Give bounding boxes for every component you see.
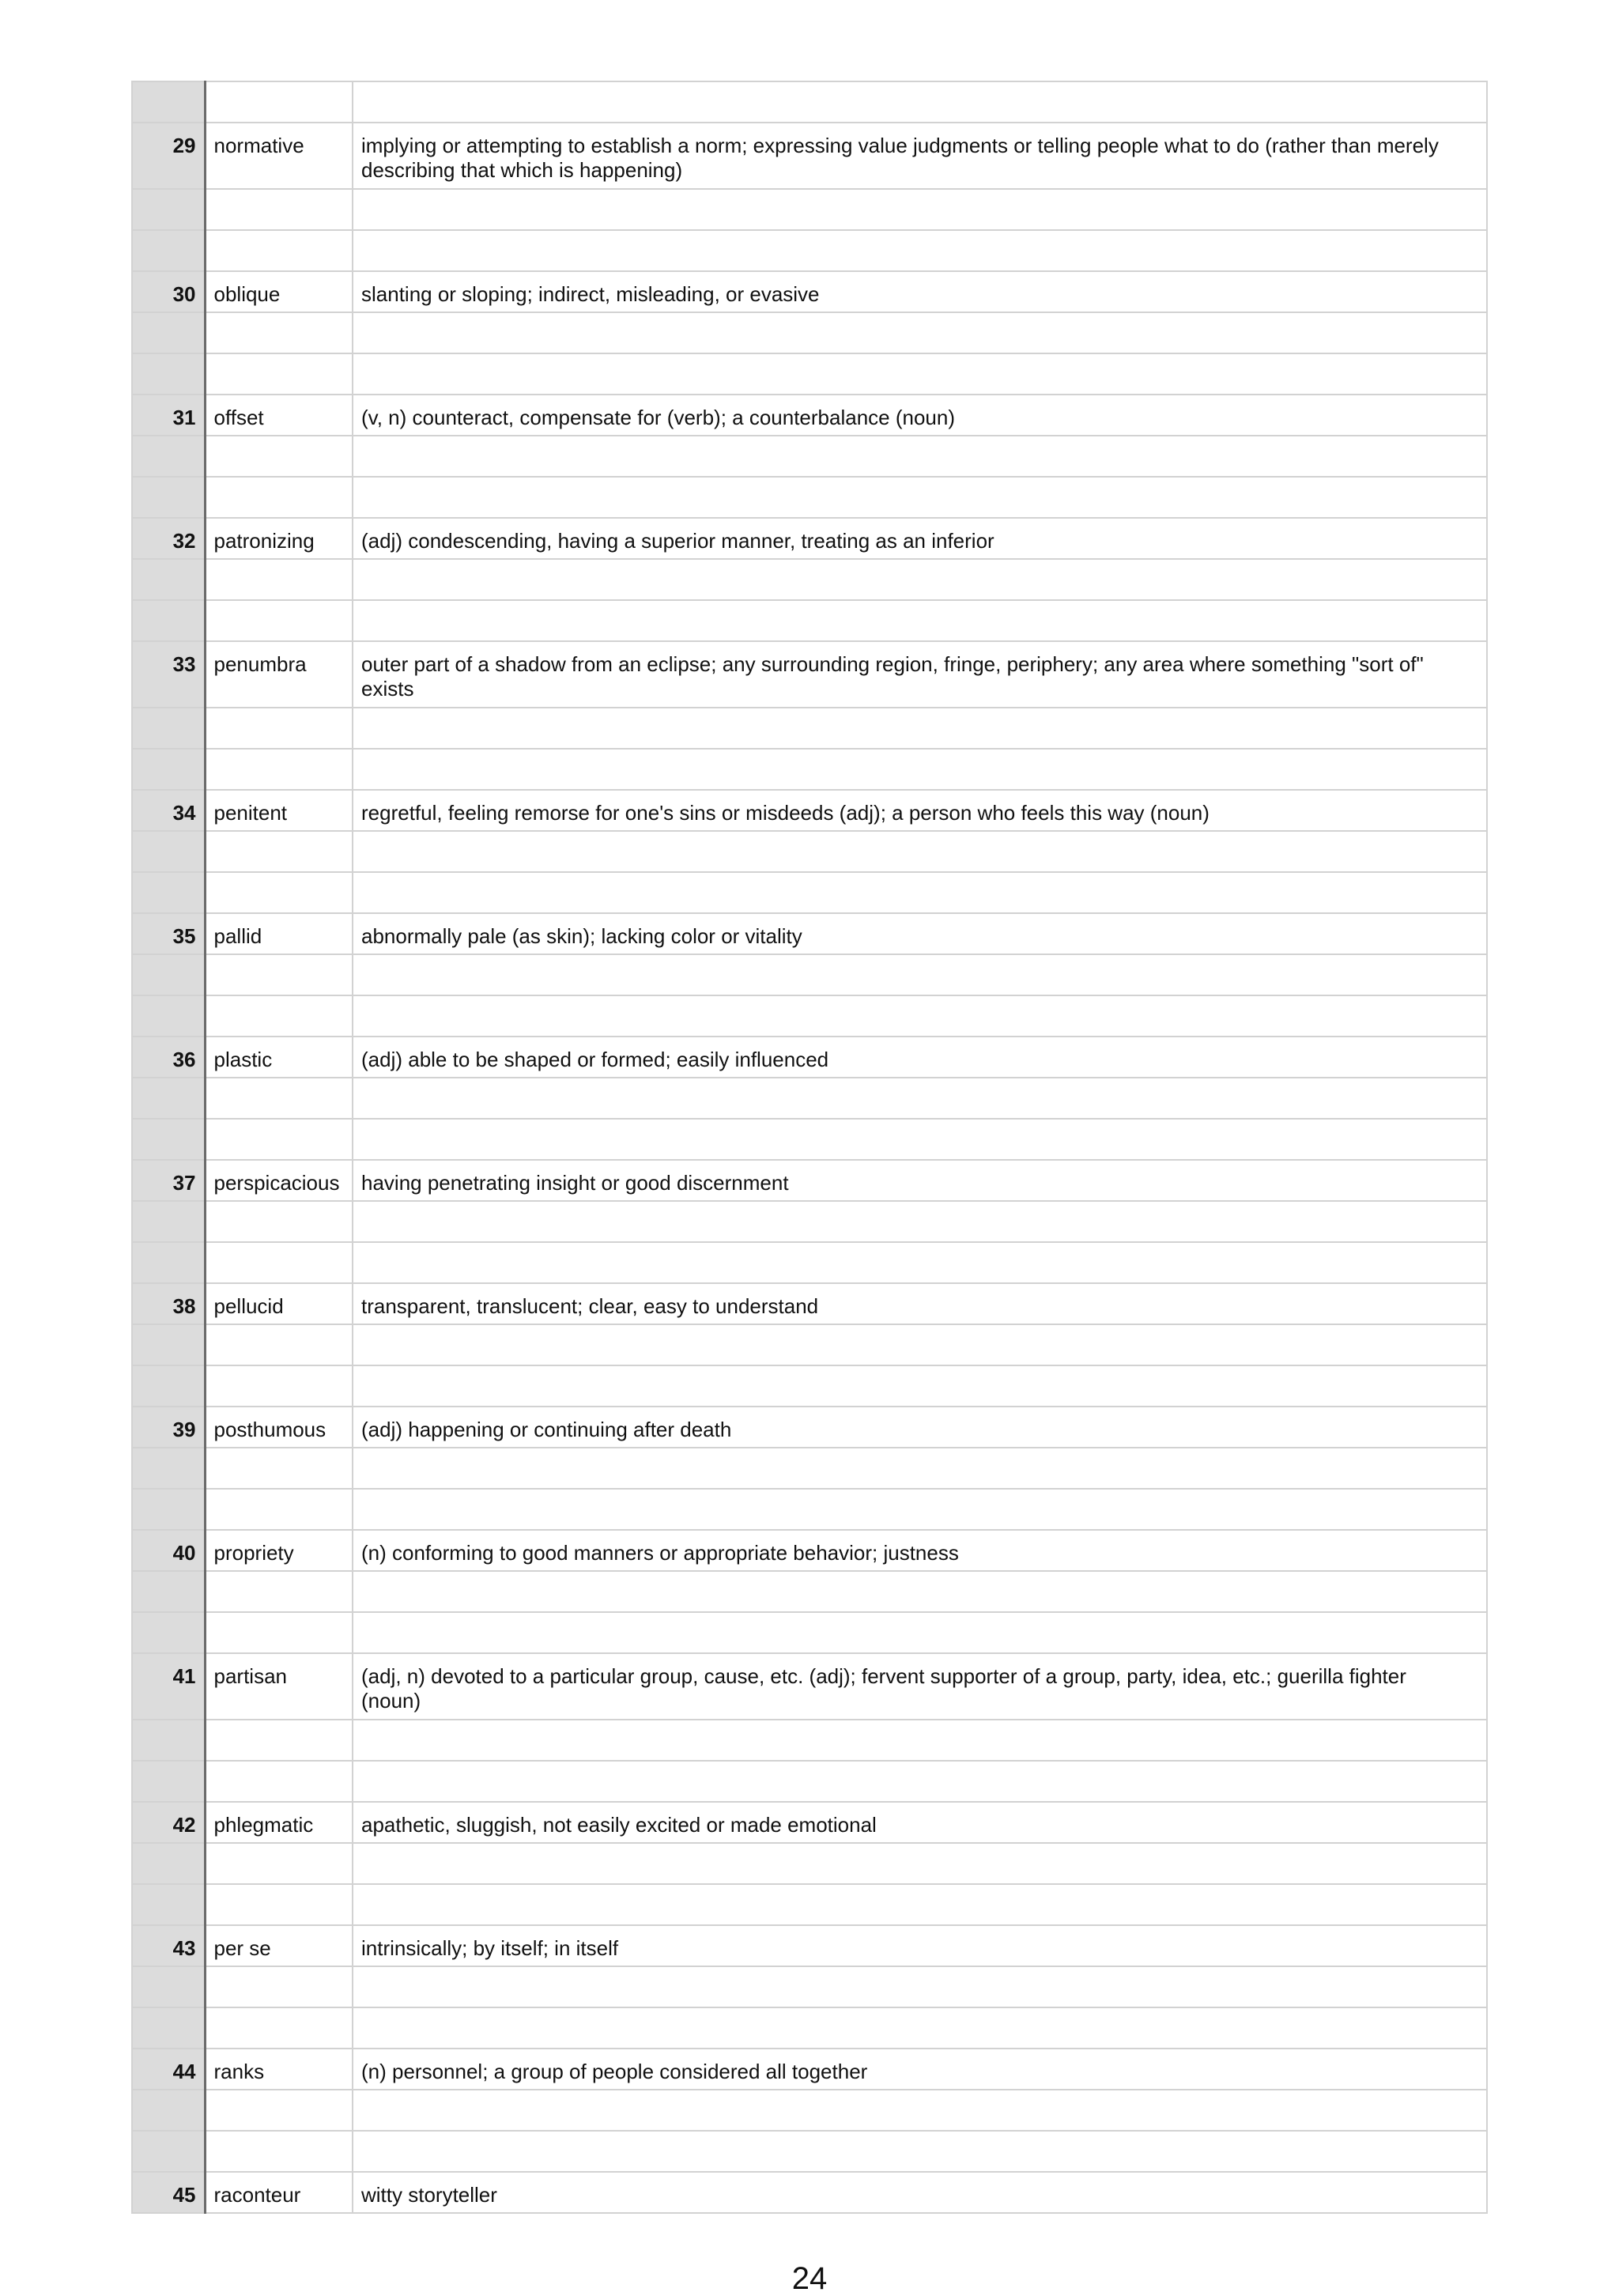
term-cell: penitent <box>205 790 353 831</box>
term-cell <box>205 1242 353 1283</box>
table-row-blank <box>132 1242 1487 1283</box>
term-cell <box>205 2090 353 2131</box>
row-number-cell: 41 <box>132 1653 205 1720</box>
term-cell: penumbra <box>205 641 353 708</box>
definition-cell: (v, n) counteract, compensate for (verb); a counterbalance (noun) <box>353 395 1487 436</box>
term-cell <box>205 2131 353 2172</box>
row-number-cell <box>132 1843 205 1884</box>
term-cell: propriety <box>205 1530 353 1571</box>
term-cell <box>205 872 353 913</box>
definition-cell <box>353 1489 1487 1530</box>
definition-cell <box>353 831 1487 872</box>
row-number-cell: 34 <box>132 790 205 831</box>
table-row-blank <box>132 1966 1487 2007</box>
definition-cell <box>353 1365 1487 1407</box>
term-cell <box>205 312 353 353</box>
term-cell <box>205 353 353 395</box>
term-cell <box>205 436 353 477</box>
row-number-cell <box>132 1242 205 1283</box>
table-row-term-36 <box>132 1037 1487 1078</box>
row-number-cell <box>132 831 205 872</box>
row-number-cell <box>132 1612 205 1653</box>
term-cell <box>205 1201 353 1242</box>
row-number-cell: 29 <box>132 123 205 189</box>
row-number-cell <box>132 1884 205 1925</box>
term-cell <box>205 1720 353 1761</box>
table-row-term-40 <box>132 1530 1487 1571</box>
table-row-blank <box>132 1612 1487 1653</box>
row-number-cell <box>132 1448 205 1489</box>
term-cell <box>205 600 353 641</box>
definition-cell <box>353 189 1487 230</box>
row-number-cell <box>132 1571 205 1612</box>
term-cell: offset <box>205 395 353 436</box>
table-row-term-39 <box>132 1407 1487 1448</box>
table-row-blank <box>132 872 1487 913</box>
definition-cell: having penetrating insight or good discernment <box>353 1160 1487 1201</box>
definition-cell: outer part of a shadow from an eclipse; any surrounding region, fringe, periphery; any area where something "sort of" exists <box>353 641 1487 708</box>
table-row-blank <box>132 1720 1487 1761</box>
table-row-blank <box>132 1761 1487 1802</box>
term-cell: perspicacious <box>205 1160 353 1201</box>
row-number-cell: 38 <box>132 1283 205 1324</box>
row-number-cell <box>132 2131 205 2172</box>
definition-cell <box>353 708 1487 749</box>
table-row-blank <box>132 559 1487 600</box>
definition-cell <box>353 1720 1487 1761</box>
row-number-cell <box>132 954 205 995</box>
table-row-blank <box>132 749 1487 790</box>
table-row-blank <box>132 1078 1487 1119</box>
definition-cell <box>353 559 1487 600</box>
definition-cell <box>353 1761 1487 1802</box>
definition-cell <box>353 1448 1487 1489</box>
table-row-blank <box>132 436 1487 477</box>
row-number-cell <box>132 1324 205 1365</box>
term-cell: pallid <box>205 913 353 954</box>
term-cell: patronizing <box>205 518 353 559</box>
table-row-blank <box>132 1571 1487 1612</box>
table-row-term-33 <box>132 641 1487 708</box>
row-number-cell <box>132 436 205 477</box>
row-number-cell <box>132 2090 205 2131</box>
definition-cell <box>353 353 1487 395</box>
term-cell: posthumous <box>205 1407 353 1448</box>
page-number: 24 <box>791 2261 828 2296</box>
row-number-cell: 44 <box>132 2049 205 2090</box>
table-row-term-43 <box>132 1925 1487 1966</box>
term-cell <box>205 1612 353 1653</box>
definition-cell <box>353 954 1487 995</box>
row-number-cell: 40 <box>132 1530 205 1571</box>
definition-cell <box>353 995 1487 1037</box>
row-number-cell <box>132 708 205 749</box>
row-number-cell <box>132 995 205 1037</box>
definition-cell <box>353 312 1487 353</box>
term-cell <box>205 1489 353 1530</box>
definition-cell <box>353 2007 1487 2049</box>
term-cell <box>205 1966 353 2007</box>
row-number-cell <box>132 1119 205 1160</box>
definition-cell <box>353 1571 1487 1612</box>
definition-cell: implying or attempting to establish a norm; expressing value judgments or telling people what to do (rather than merely describing that which is happening) <box>353 123 1487 189</box>
term-cell: plastic <box>205 1037 353 1078</box>
row-number-cell: 35 <box>132 913 205 954</box>
definition-cell: apathetic, sluggish, not easily excited or made emotional <box>353 1802 1487 1843</box>
definition-cell <box>353 81 1487 123</box>
definition-cell <box>353 2131 1487 2172</box>
row-number-cell <box>132 1365 205 1407</box>
definition-cell: abnormally pale (as skin); lacking color or vitality <box>353 913 1487 954</box>
table-row-blank <box>132 954 1487 995</box>
row-number-cell: 32 <box>132 518 205 559</box>
definition-cell <box>353 436 1487 477</box>
table-row-blank <box>132 1448 1487 1489</box>
definition-cell: witty storyteller <box>353 2172 1487 2213</box>
table-row-term-31 <box>132 395 1487 436</box>
definition-cell: (adj, n) devoted to a particular group, cause, etc. (adj); fervent supporter of a group, party, idea, etc.; guerilla fighter (noun) <box>353 1653 1487 1720</box>
row-number-cell <box>132 189 205 230</box>
row-number-cell: 42 <box>132 1802 205 1843</box>
row-number-cell <box>132 600 205 641</box>
term-cell <box>205 1884 353 1925</box>
term-cell <box>205 1843 353 1884</box>
table-row-blank <box>132 1119 1487 1160</box>
definition-cell <box>353 477 1487 518</box>
table-row-term-30 <box>132 271 1487 312</box>
vocabulary-table <box>131 81 1488 2214</box>
term-cell <box>205 2007 353 2049</box>
row-number-cell <box>132 312 205 353</box>
term-cell <box>205 1761 353 1802</box>
definition-cell: regretful, feeling remorse for one's sins or misdeeds (adj); a person who feels this way (noun) <box>353 790 1487 831</box>
definition-cell <box>353 1119 1487 1160</box>
table-row-blank <box>132 995 1487 1037</box>
row-number-cell: 37 <box>132 1160 205 1201</box>
term-cell: partisan <box>205 1653 353 1720</box>
term-cell <box>205 995 353 1037</box>
table-row-term-35 <box>132 913 1487 954</box>
definition-cell <box>353 230 1487 271</box>
term-cell: pellucid <box>205 1283 353 1324</box>
term-cell <box>205 708 353 749</box>
definition-cell <box>353 1966 1487 2007</box>
row-number-cell <box>132 1201 205 1242</box>
term-cell <box>205 749 353 790</box>
term-cell <box>205 1078 353 1119</box>
row-number-cell: 30 <box>132 271 205 312</box>
definition-cell: (n) conforming to good manners or appropriate behavior; justness <box>353 1530 1487 1571</box>
row-number-cell <box>132 1078 205 1119</box>
table-row-term-37 <box>132 1160 1487 1201</box>
table-row-term-41 <box>132 1653 1487 1720</box>
row-number-cell <box>132 1720 205 1761</box>
term-cell <box>205 81 353 123</box>
table-row-blank <box>132 2007 1487 2049</box>
term-cell <box>205 230 353 271</box>
table-row-blank <box>132 477 1487 518</box>
term-cell <box>205 1448 353 1489</box>
table-row-blank <box>132 1884 1487 1925</box>
table-row-blank <box>132 1324 1487 1365</box>
table-row-term-34 <box>132 790 1487 831</box>
definition-cell <box>353 749 1487 790</box>
table-row-blank <box>132 831 1487 872</box>
definition-cell: (adj) happening or continuing after death <box>353 1407 1487 1448</box>
row-number-cell <box>132 872 205 913</box>
term-cell <box>205 1365 353 1407</box>
table-row-blank <box>132 312 1487 353</box>
row-number-cell <box>132 2007 205 2049</box>
table-row-blank <box>132 81 1487 123</box>
row-number-cell <box>132 1761 205 1802</box>
row-number-cell <box>132 749 205 790</box>
row-number-cell <box>132 1489 205 1530</box>
term-cell <box>205 831 353 872</box>
definition-cell: (adj) able to be shaped or formed; easily influenced <box>353 1037 1487 1078</box>
table-row-term-42 <box>132 1802 1487 1843</box>
vocabulary-table-body <box>132 81 1487 2213</box>
row-number-cell <box>132 81 205 123</box>
table-row-blank <box>132 1843 1487 1884</box>
definition-cell <box>353 1884 1487 1925</box>
term-cell: normative <box>205 123 353 189</box>
table-row-term-29 <box>132 123 1487 189</box>
definition-cell: slanting or sloping; indirect, misleading, or evasive <box>353 271 1487 312</box>
table-row-blank <box>132 189 1487 230</box>
term-cell: phlegmatic <box>205 1802 353 1843</box>
row-number-cell <box>132 559 205 600</box>
table-row-blank <box>132 230 1487 271</box>
definition-cell: intrinsically; by itself; in itself <box>353 1925 1487 1966</box>
definition-cell <box>353 600 1487 641</box>
row-number-cell: 31 <box>132 395 205 436</box>
term-cell: oblique <box>205 271 353 312</box>
definition-cell <box>353 1201 1487 1242</box>
row-number-cell: 33 <box>132 641 205 708</box>
definition-cell <box>353 1612 1487 1653</box>
definition-cell <box>353 1078 1487 1119</box>
row-number-cell <box>132 353 205 395</box>
definition-cell: (adj) condescending, having a superior manner, treating as an inferior <box>353 518 1487 559</box>
row-number-cell: 45 <box>132 2172 205 2213</box>
definition-cell <box>353 872 1487 913</box>
row-number-cell <box>132 230 205 271</box>
table-row-blank <box>132 600 1487 641</box>
term-cell <box>205 559 353 600</box>
table-row-blank <box>132 1201 1487 1242</box>
table-row-blank <box>132 1365 1487 1407</box>
row-number-cell: 39 <box>132 1407 205 1448</box>
table-row-blank <box>132 708 1487 749</box>
definition-cell <box>353 1242 1487 1283</box>
row-number-cell <box>132 477 205 518</box>
term-cell <box>205 477 353 518</box>
row-number-cell: 43 <box>132 1925 205 1966</box>
table-row-blank <box>132 1489 1487 1530</box>
definition-cell <box>353 1324 1487 1365</box>
definition-cell <box>353 2090 1487 2131</box>
definition-cell: transparent, translucent; clear, easy to understand <box>353 1283 1487 1324</box>
definition-cell: (n) personnel; a group of people considered all together <box>353 2049 1487 2090</box>
term-cell <box>205 1119 353 1160</box>
table-row-blank <box>132 2090 1487 2131</box>
term-cell <box>205 954 353 995</box>
term-cell: ranks <box>205 2049 353 2090</box>
term-cell: raconteur <box>205 2172 353 2213</box>
table-row-term-38 <box>132 1283 1487 1324</box>
definition-cell <box>353 1843 1487 1884</box>
row-number-cell <box>132 1966 205 2007</box>
term-cell <box>205 189 353 230</box>
table-row-term-45 <box>132 2172 1487 2213</box>
row-number-cell: 36 <box>132 1037 205 1078</box>
table-row-blank <box>132 2131 1487 2172</box>
term-cell: per se <box>205 1925 353 1966</box>
table-row-blank <box>132 353 1487 395</box>
table-row-term-44 <box>132 2049 1487 2090</box>
table-row-term-32 <box>132 518 1487 559</box>
term-cell <box>205 1324 353 1365</box>
term-cell <box>205 1571 353 1612</box>
